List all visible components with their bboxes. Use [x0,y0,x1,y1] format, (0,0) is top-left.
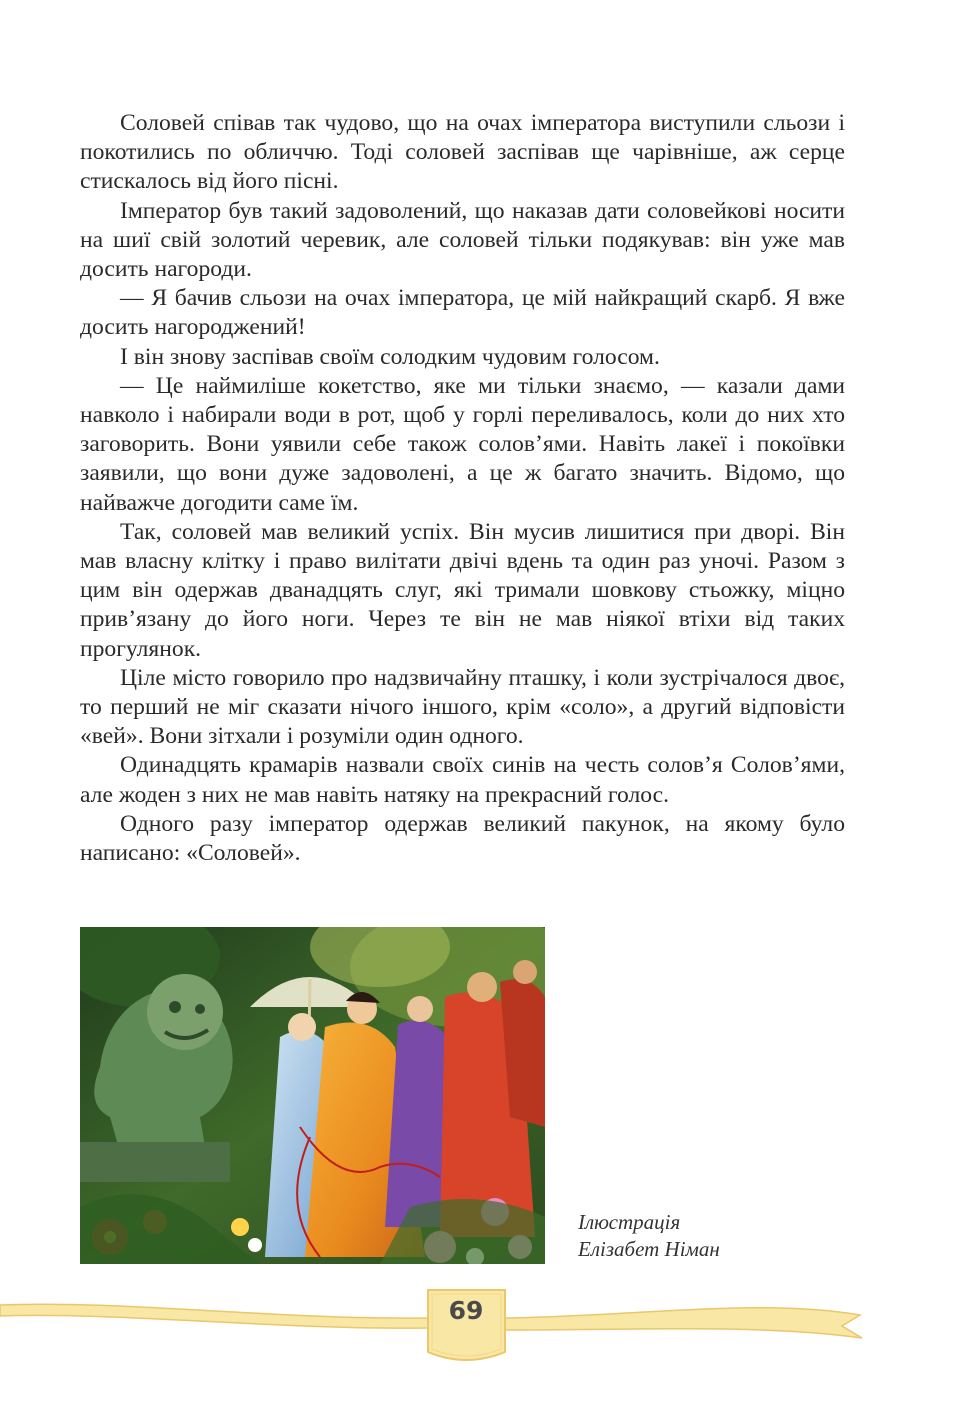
illustration-caption [578,1209,818,1263]
paragraph-7: Ціле місто говорило про надзвичайну пташку, і коли зустрічалося двоє, то перший не міг сказати нічого іншого, крім «соло», а другий відповісти «вей». Вони зітхали і розуміли один одного. [80,664,845,750]
story-text [80,109,845,868]
caption-line-1: Ілюстрація [578,1210,681,1234]
paragraph-4: І він знову заспівав своїм солодким чудовим голосом. [120,343,660,370]
paragraph-6: Так, соловей мав великий успіх. Він мусив лишитися при дворі. Він мав власну клітку і право вилітати двічі вдень та один раз уночі. Разом з цим він одержав дванадцять слуг, які тримали шовкову стьожку, міцно прив’язану до його ноги. Через те він не мав ніякої втіхи від таких прогулянок. [80,518,845,662]
paragraph-9: Одного разу імператор одержав великий пакунок, на якому було написано: «Соловей». [80,810,845,867]
paragraph-8: Одинадцять крамарів назвали своїх синів на честь солов’я Солов’ями, але жоден з них не мав навіть натяку на прекрасний голос. [80,752,845,808]
paragraph-1: Соловей співав так чудово, що на очах імператора виступили сльози і покотились по обличчю. Тоді соловей заспівав ще чарівніше, аж серце стискалось від його пісні. [80,110,845,195]
page-number: 69 [448,1296,484,1325]
caption-line-2: Елізабет Німан [578,1237,720,1261]
paragraph-3: — Я бачив сльози на очах імператора, це мій найкращий скарб. Я вже досить нагороджений! [80,285,845,341]
paragraph-5: — Це наймиліше кокетство, яке ми тільки знаємо, — казали дами навколо і набирали води в рот, щоб у горлі переливалось, коли до них хто заговорить. Вони уявили себе також солов’ями. Навіть лакеї і покоївки заявили, що вони дуже задоволені, а це ж багато значить. Відомо, що найважче догодити саме їм. [80,372,845,516]
story-illustration [80,927,545,1264]
paragraph-2: Імператор був такий задоволений, що наказав дати соловейкові носити на шиї свій золотий черевик, але соловей тільки подякував: він уже мав досить нагороди. [80,197,845,283]
